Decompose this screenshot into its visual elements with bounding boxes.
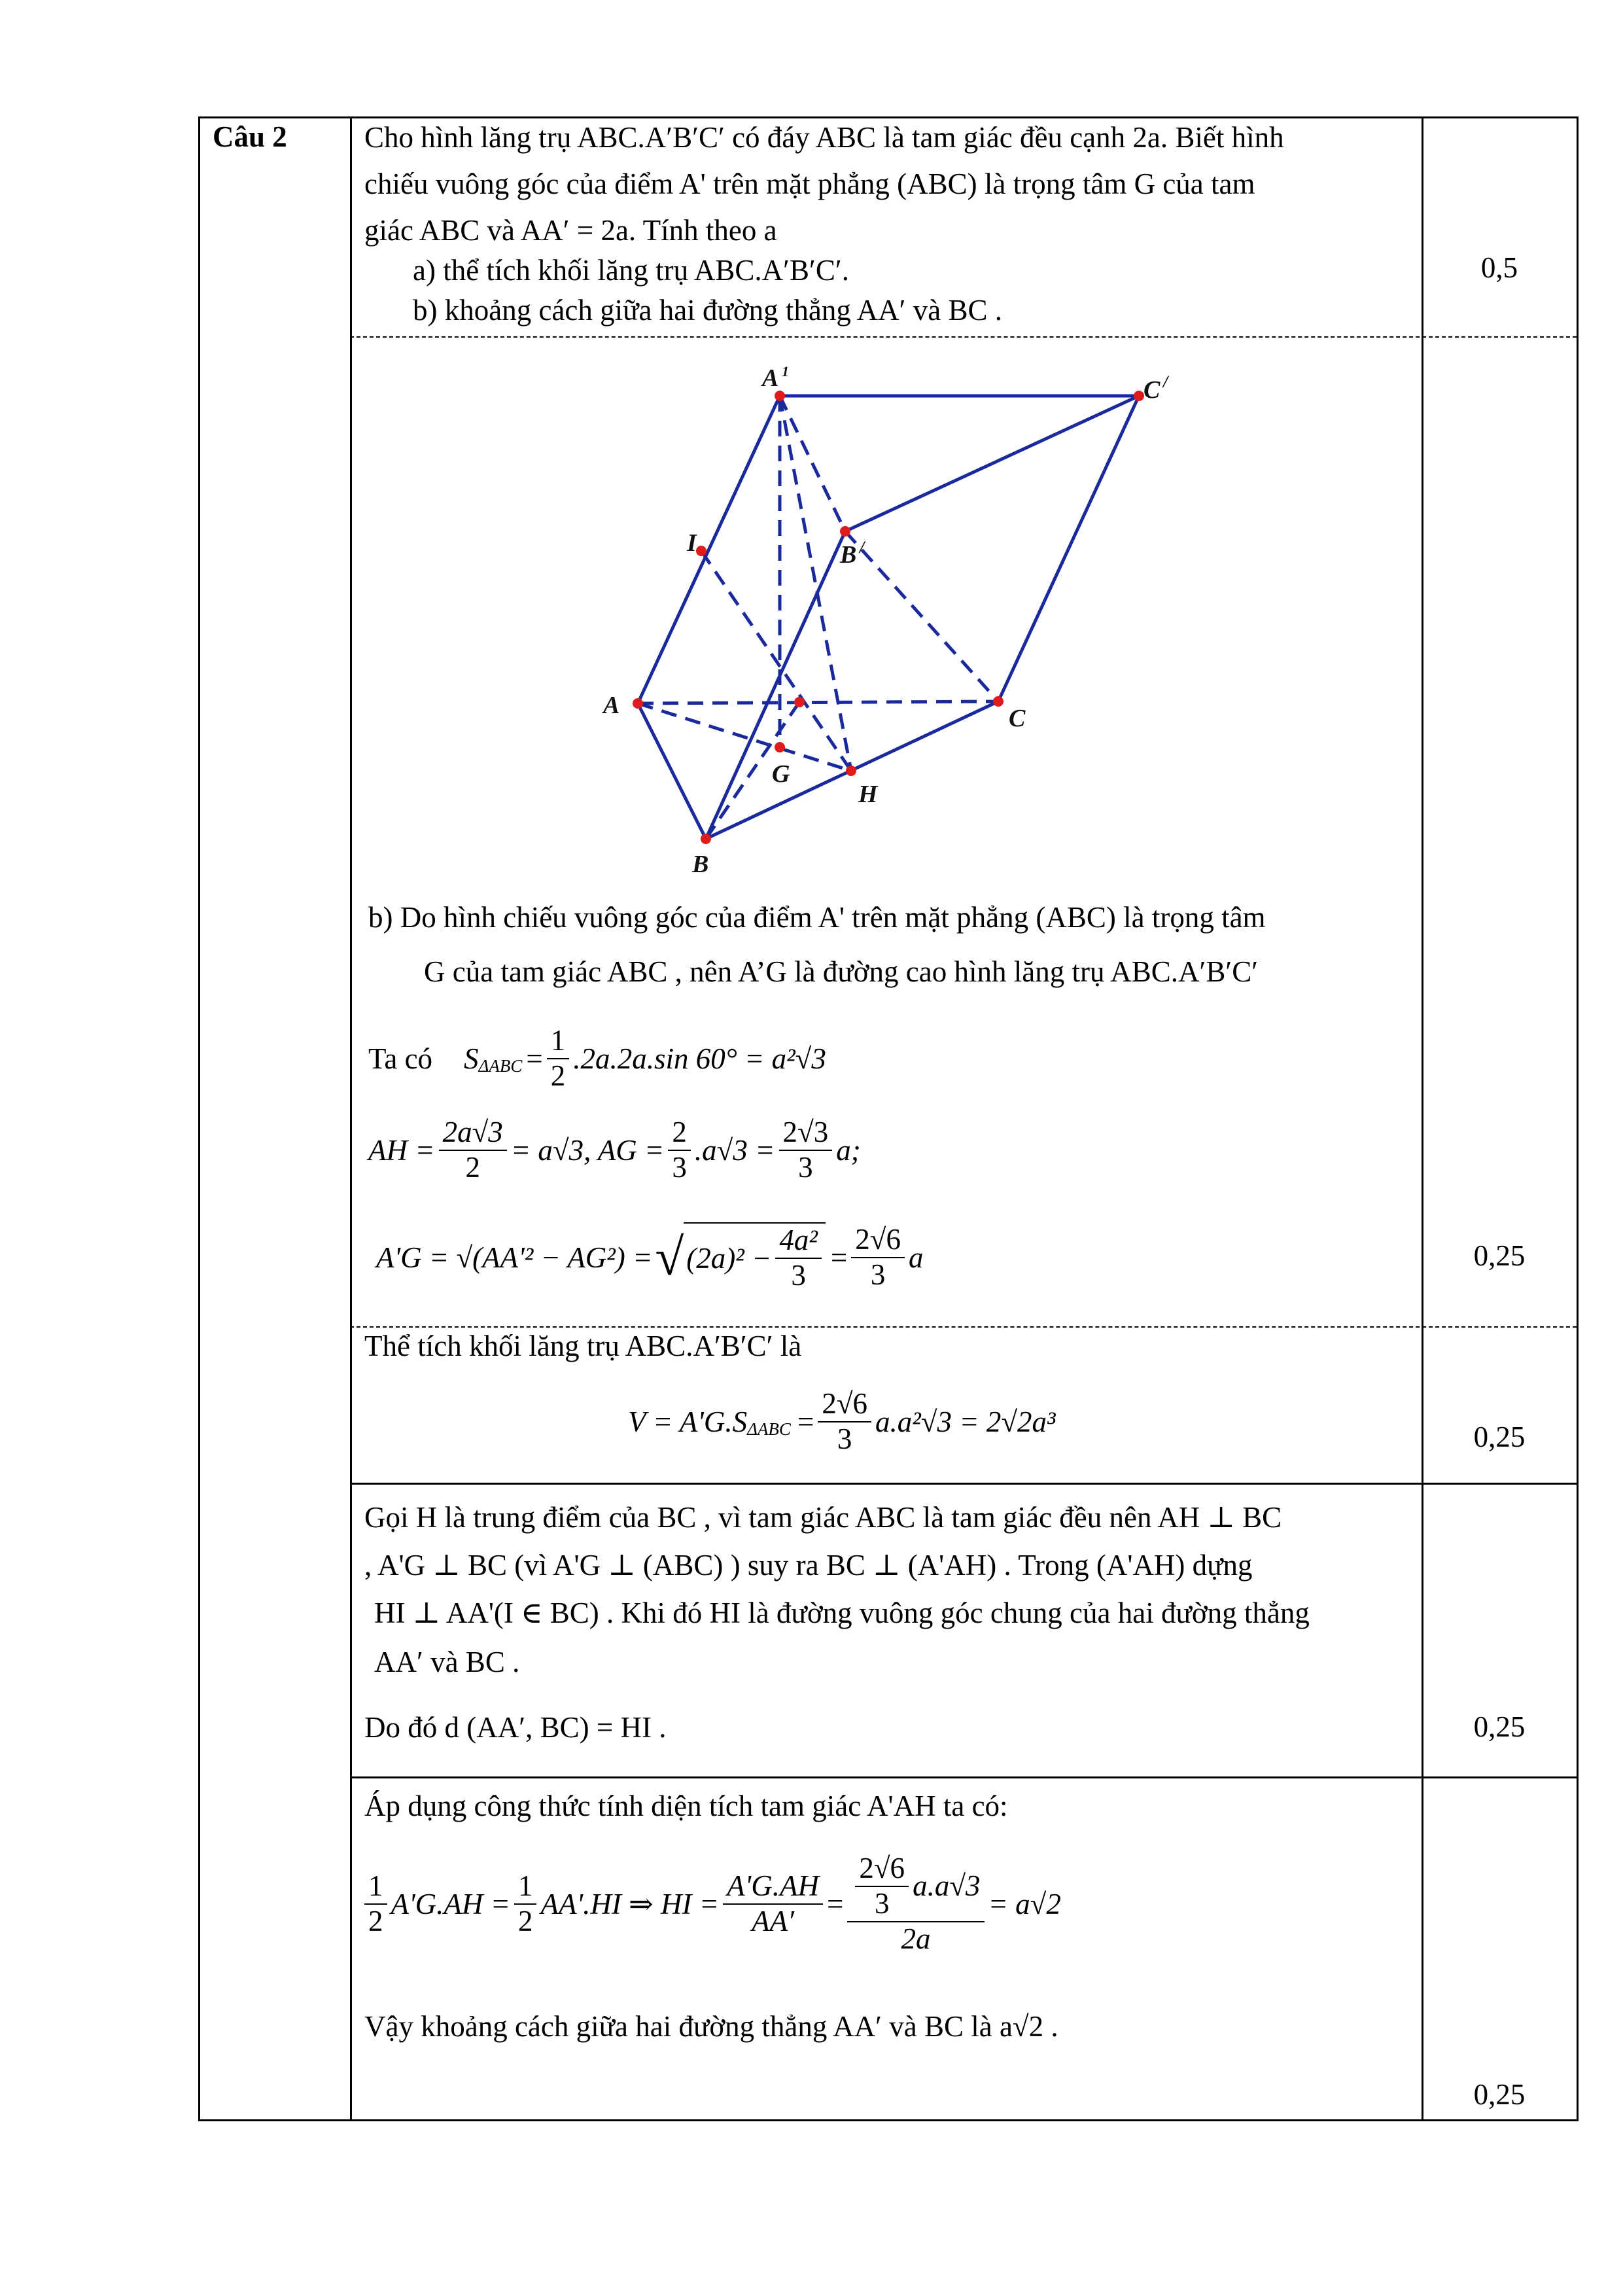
- fraction-half: $\frac{1}{2}$: [547, 1024, 570, 1093]
- label-A: A: [603, 692, 620, 719]
- point-G: [775, 742, 785, 752]
- question-score: 0,5: [1480, 251, 1518, 284]
- area-subscript: ΔABC: [478, 1055, 523, 1076]
- h-line-2: , A'G ⊥ BC (vì A'G ⊥ (ABC) ) suy ra BC ⊥ (A'AH) . Trong (A'AH) dựng: [364, 1549, 1253, 1581]
- question-line-3: giác ABC và AA′ = 2a. Tính theo a: [364, 214, 777, 247]
- point-M: [794, 697, 805, 707]
- volume-formula: V = A'G.S $_{\Delta ABC}$ = $\frac{2√6}{3}$ a.a²√3 = 2√2a³: [628, 1387, 1056, 1455]
- point-C1: [1134, 391, 1144, 401]
- label-G: G: [772, 760, 790, 788]
- score-3: 0,25: [1473, 1710, 1526, 1743]
- edge-C1C: [998, 396, 1139, 701]
- row-separator-dashed: [350, 336, 1577, 338]
- label-C1: C: [1143, 376, 1161, 404]
- h-line-1: Gọi H là trung điểm của BC , vì tam giác ABC là tam giác đều nên AH ⊥ BC: [364, 1501, 1282, 1534]
- conclusion: Vậy khoảng cách giữa hai đường thẳng AA′ và BC là a√2 .: [364, 2010, 1058, 2043]
- label-C1-sup: /: [1163, 372, 1168, 391]
- question-item-b: b) khoảng cách giữa hai đường thẳng AA′ và BC .: [413, 294, 1002, 327]
- area-formula: Ta có S $_{\Delta ABC}$ = $\frac{1}{2}$ .2a.2a.sin 60° = a²√3: [368, 1024, 826, 1092]
- point-A1: [775, 391, 785, 401]
- edge-A1B1: [780, 396, 845, 531]
- label-B1: B: [840, 541, 857, 569]
- edge-AH: [638, 703, 851, 771]
- h-line-4: AA′ và BC .: [374, 1646, 520, 1678]
- h-line-3: HI ⊥ AA'(I ∈ BC) . Khi đó HI là đường vuông góc chung của hai đường thẳng: [374, 1597, 1310, 1629]
- question-line-1: Cho hình lăng trụ ABC.A′B′C′ có đáy ABC là tam giác đều cạnh 2a. Biết hình: [364, 121, 1284, 154]
- score-4: 0,25: [1473, 2078, 1526, 2111]
- area-rhs: .2a.2a.sin 60° = a²√3: [573, 1042, 826, 1075]
- row-separator-dashed: [350, 1326, 1577, 1328]
- volume-intro: Thể tích khối lăng trụ ABC.A′B′C′ là: [364, 1330, 802, 1362]
- point-H: [846, 766, 856, 776]
- edge-AB: [638, 703, 706, 839]
- label-I: I: [687, 529, 697, 557]
- point-A: [633, 698, 643, 709]
- area-method-line: Áp dụng công thức tính diện tích tam giác A'AH ta có:: [364, 1790, 1008, 1822]
- question-line-2: chiếu vuông góc của điểm A' trên mặt phẳng (ABC) là trọng tâm G của tam: [364, 168, 1255, 200]
- area-symbol: S: [464, 1042, 479, 1075]
- score-1: 0,25: [1473, 1239, 1526, 1272]
- edge-A1A: [638, 396, 780, 703]
- label-B: B: [692, 851, 709, 878]
- row-separator: [350, 1483, 1577, 1485]
- point-C: [993, 696, 1003, 707]
- row-separator: [350, 1776, 1577, 1778]
- point-I: [696, 546, 707, 556]
- edge-C1B1: [845, 396, 1139, 531]
- score-2: 0,25: [1473, 1421, 1526, 1453]
- edge-IH: [701, 551, 851, 771]
- h-line-5: Do đó d (AA′, BC) = HI .: [364, 1711, 667, 1744]
- question-item-a: a) thể tích khối lăng trụ ABC.A′B′C′.: [413, 254, 849, 287]
- point-B: [701, 834, 711, 844]
- label-H: H: [858, 781, 878, 808]
- point-B1: [840, 526, 850, 537]
- column-divider: [1422, 118, 1423, 2119]
- edge-AC: [638, 701, 998, 703]
- column-divider: [350, 118, 352, 2119]
- edge-B1B: [706, 531, 845, 839]
- label-B1-sup: /: [860, 538, 865, 557]
- ag-height-formula: A'G = √(AA'² − AG²) = √ (2a)² − $\frac{\text{4a²}}{3}$ = $\frac{2√6}{3}$ a: [376, 1223, 924, 1292]
- prism-figure: [576, 347, 1230, 890]
- label-A1-sup: 1: [782, 363, 789, 380]
- edge-B1C: [845, 531, 998, 701]
- label-C: C: [1009, 705, 1026, 732]
- ah-ag-formula: AH = $\frac{2a√3}{2}$ = a√3, AG = $\frac{2}{3}$ .a√3 = $\frac{2√3}{3}$ a;: [368, 1116, 861, 1184]
- ta-co-label: Ta có: [368, 1042, 433, 1075]
- solution-p1-line1: b) Do hình chiếu vuông góc của điểm A' trên mặt phẳng (ABC) là trọng tâm: [368, 901, 1266, 934]
- question-label: Câu 2: [213, 120, 287, 153]
- label-A1: A: [762, 364, 779, 392]
- hi-formula: $\frac{1}{2}$ A'G.AH = $\frac{1}{2}$ AA'.HI ⇒ HI = $\frac{A'G.AH}{AA'}$ = $\frac{2√6}{3}$ a.a√3 2a = a√2: [364, 1852, 1061, 1956]
- solution-p1-line2: G của tam giác ABC , nên A’G là đường cao hình lăng trụ ABC.A′B′C′: [424, 955, 1259, 988]
